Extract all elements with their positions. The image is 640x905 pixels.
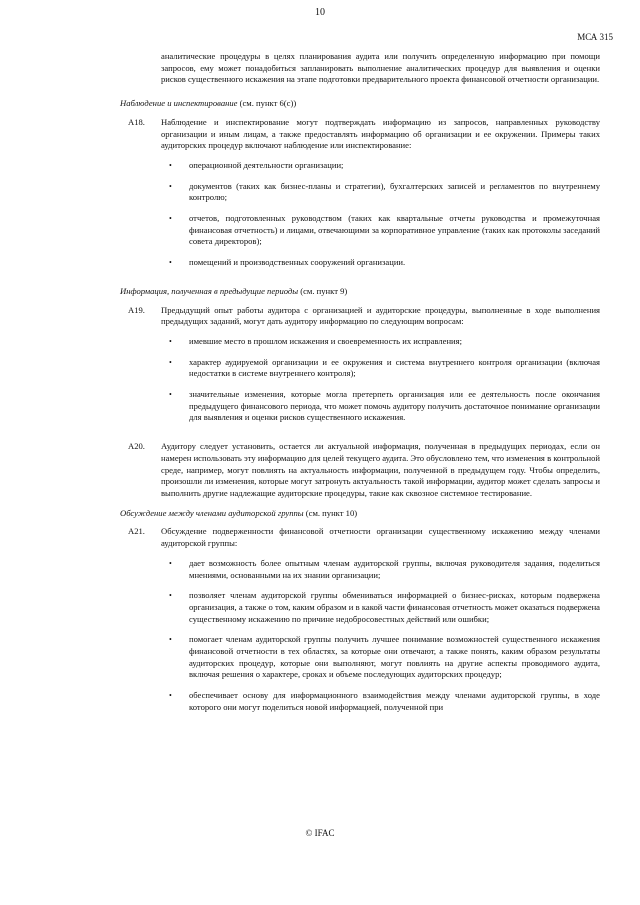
section-heading <box>120 98 600 110</box>
bullet-icon: • <box>169 336 172 346</box>
paragraph-number: A21. <box>128 526 145 537</box>
section-heading-reference: (см. пункт 10) <box>303 507 358 518</box>
section-heading-title: Обсуждение между членами аудиторской группы <box>120 507 304 518</box>
bullet-text: обеспечивает основу для информационного взаимодействия между членами аудиторской группы, в ходе которого они могут поделиться новой информацией, полученной при <box>189 690 600 712</box>
bullet-list <box>161 336 600 424</box>
document-code: МСА 315 <box>577 32 613 42</box>
page-number: 10 <box>315 7 325 18</box>
bullet-text: дает возможность более опытным членам аудиторской группы, включая руководителя задания, поделиться мнениями, основанными на их знании организации; <box>189 557 600 580</box>
bullet-text: документов (таких как бизнес-планы и стратегии), бухгалтерских записей и регламентов по внутреннему контролю; <box>189 180 600 203</box>
list-item <box>161 357 600 380</box>
bullet-icon: • <box>169 214 172 224</box>
bullet-list <box>161 558 600 714</box>
list-item <box>161 558 600 581</box>
paragraph-body <box>161 441 600 500</box>
paragraph-text: Аудитору следует установить, остается ли актуальной информация, полученная в предыдущих периодах, если он намерен использовать эту информацию для целей текущего аудита. Это обусловлено тем, что изменения в контрольной среде, например, могут повлиять на актуальность информации, полученной в предыдущем году. Чтобы определить, произошли ли изменения, которые могут затронуть актуальность такой информации, аудитор может сделать запросы и выполнить другие надлежащие аудиторские процедуры, такие как сквозное системное тестирование. <box>161 441 600 498</box>
bullet-text: характер аудируемой организации и ее окружения и система внутреннего контроля организации (включая недостатки в системе внутреннего контроля); <box>189 356 600 379</box>
paragraph-text: Предыдущий опыт работы аудитора с организацией и аудиторские процедуры, выполненные в ходе выполнения предыдущих заданий, могут дать аудитору информацию по следующим вопросам: <box>161 304 600 327</box>
page-content <box>120 51 600 731</box>
paragraph-text: Наблюдение и инспектирование могут подтверждать информацию из запросов, направленных руководству организации и иным лицам, а также предоставлять информацию об организации и ее окружении. Примеры таких аудиторских процедур включают наблюдение или инспектирование: <box>161 116 600 151</box>
list-item <box>161 160 600 172</box>
bullet-icon: • <box>169 591 172 601</box>
bullet-text: операционной деятельности организации; <box>189 159 344 170</box>
paragraph-body <box>161 526 600 722</box>
bullet-icon: • <box>169 258 172 268</box>
numbered-paragraph <box>120 305 600 434</box>
section-heading-reference: (см. пункт 6(с)) <box>237 98 297 109</box>
list-item <box>161 257 600 269</box>
bullet-icon: • <box>169 357 172 367</box>
paragraph-number: A18. <box>128 116 145 127</box>
section-heading-reference: (см. пункт 9) <box>298 285 348 296</box>
list-item <box>161 181 600 204</box>
bullet-icon: • <box>169 635 172 645</box>
paragraph-body <box>161 305 600 434</box>
bullet-text: имевшие место в прошлом искажения и своевременность их исправления; <box>189 335 462 346</box>
list-item <box>161 590 600 625</box>
sections-container <box>120 98 600 722</box>
list-item <box>161 634 600 681</box>
bullet-icon: • <box>169 691 172 701</box>
section-heading <box>120 286 600 298</box>
bullet-text: отчетов, подготовленных руководством (таких как квартальные отчеты руководства и промежуточная финансовая отчетность) и лицами, отвечающими за корпоративное управление (таких как протоколы заседаний совета директоров); <box>189 213 600 247</box>
paragraph-text: Обсуждение подверженности финансовой отчетности организации существенному искажению между членами аудиторской группы: <box>161 526 600 549</box>
paragraph-number: A20. <box>128 441 145 452</box>
bullet-list <box>161 160 600 269</box>
numbered-paragraph <box>120 117 600 278</box>
bullet-text: позволяет членам аудиторской группы обмениваться информацией о бизнес-рисках, которым подвержена организация, а также о том, каким образом и в какой части финансовая отчетность может оказаться подвержена существенному искажению по причине недобросовестных действий или ошибки; <box>189 590 600 624</box>
bullet-text: значительные изменения, которые могла претерпеть организация или ее деятельность после окончания предыдущего финансового периода, что может помочь аудитору получить достаточное понимание организации для выявления и оценки рисков существенного искажения. <box>189 389 600 423</box>
numbered-paragraph <box>120 441 600 500</box>
list-item <box>161 690 600 713</box>
list-item <box>161 213 600 248</box>
paragraph-body <box>161 117 600 278</box>
bullet-text: помогает членам аудиторской группы получить лучшее понимание возможностей существенного искажения финансовой отчетности в тех областях, за которые они отвечают, а также понять, каким образом результаты аудиторских процедур, которые они выполняют, могут повлиять на другие аспекты проводимого аудита, включая решения о характере, сроках и объеме последующих аудиторских процедур; <box>189 634 600 680</box>
footer-copyright: © IFAC <box>305 828 335 838</box>
list-item <box>161 389 600 424</box>
numbered-paragraph <box>120 526 600 722</box>
bullet-icon: • <box>169 558 172 568</box>
section-heading <box>120 508 600 520</box>
paragraph-number: A19. <box>128 304 145 315</box>
list-item <box>161 336 600 348</box>
section-heading-title: Наблюдение и инспектирование <box>120 98 238 109</box>
bullet-icon: • <box>169 160 172 170</box>
bullet-icon: • <box>169 390 172 400</box>
intro-paragraph: аналитические процедуры в целях планирования аудита или получить определенную информацию при помощи запросов, ему может понадобиться запланировать выполнение аналитических процедур для выявления и оценки рисков существенного искажения на этапе подготовки предварительного проекта финансовой отчетности организации. <box>161 51 600 85</box>
bullet-text: помещений и производственных сооружений организации. <box>189 257 406 268</box>
bullet-icon: • <box>169 181 172 191</box>
section-heading-title: Информация, полученная в предыдущие периоды <box>120 285 299 296</box>
